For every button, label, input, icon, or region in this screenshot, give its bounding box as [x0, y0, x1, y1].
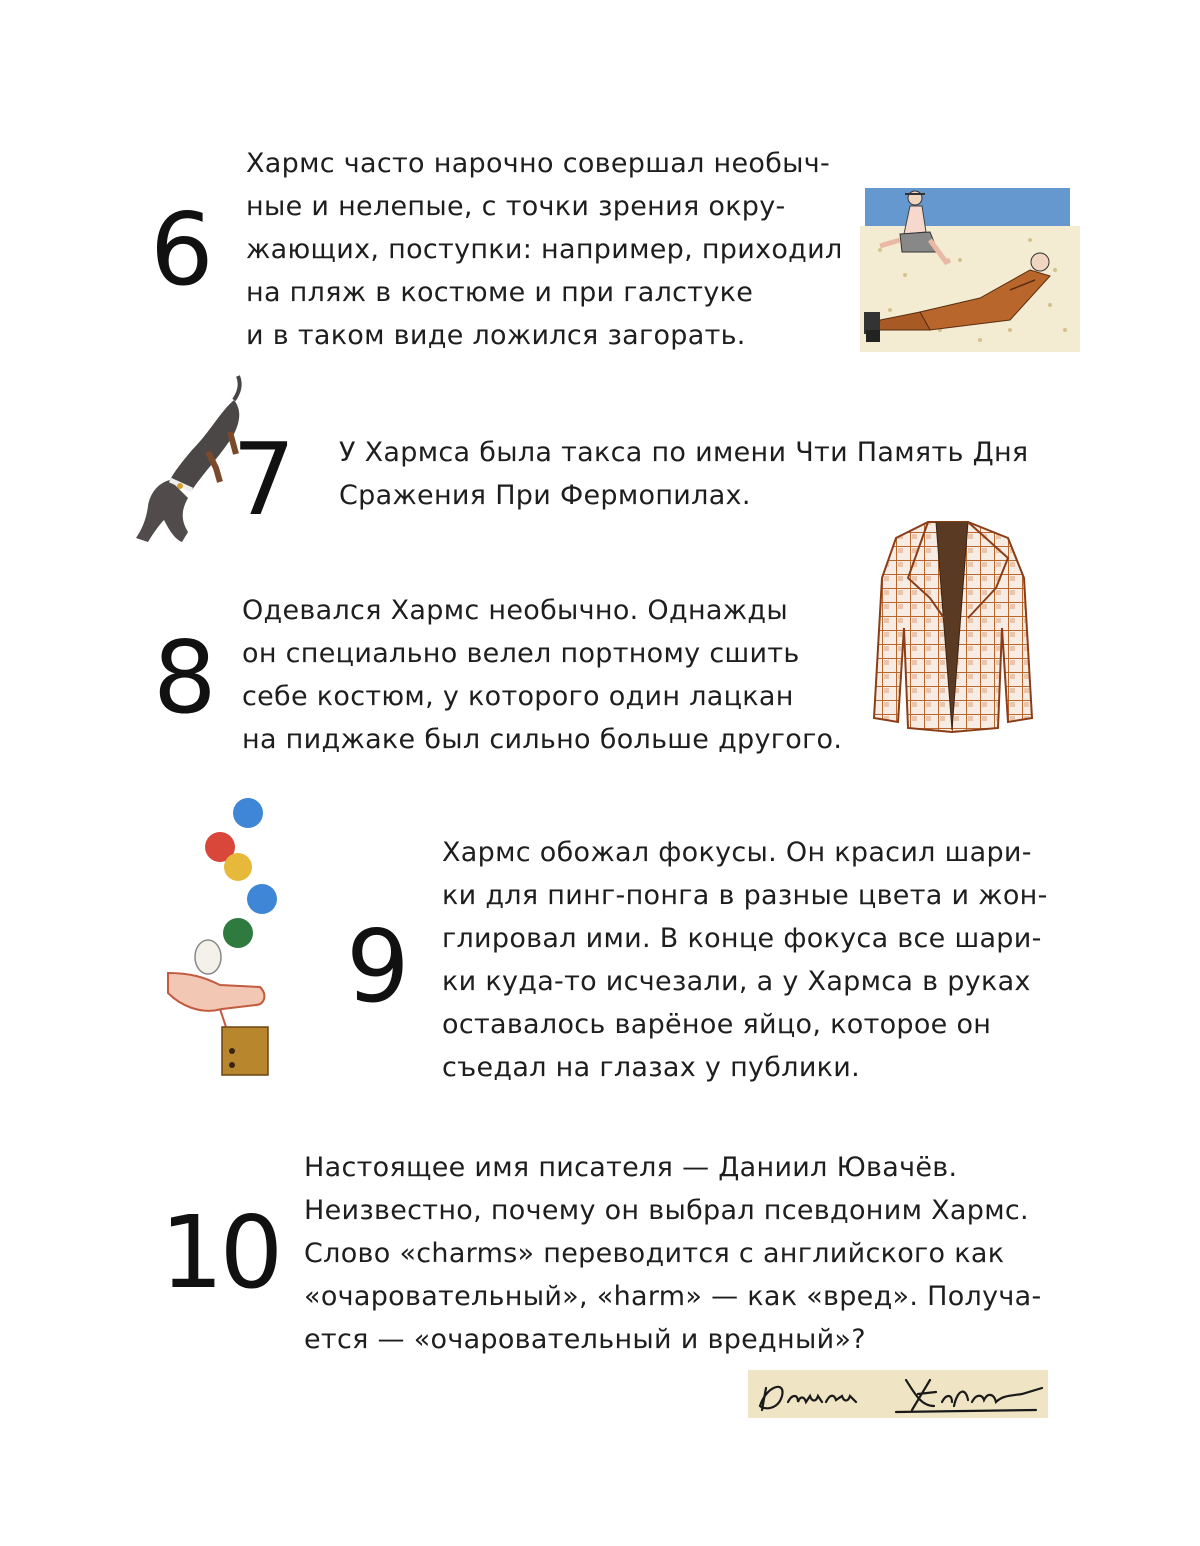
fact-line: Хармс часто нарочно совершал необыч- — [246, 148, 831, 179]
juggling-hand-illustration — [160, 795, 285, 1080]
fact-line: ки куда-то исчезали, а у Хармса в руках — [442, 966, 1031, 997]
fact-line: Неизвестно, почему он выбрал псевдоним Хармс. — [304, 1195, 1029, 1226]
fact-text-9 — [442, 831, 1048, 1089]
fact-line: оставалось варёное яйцо, которое он — [442, 1009, 992, 1040]
fact-line: себе костюм, у которого один лацкан — [242, 681, 794, 712]
fact-line: съедал на глазах у публики. — [442, 1052, 861, 1083]
fact-line: У Хармса была такса по имени Чти Память Дня — [339, 437, 1029, 468]
fact-line: Одевался Хармс необычно. Однажды — [242, 595, 788, 626]
fact-line: он специально велел портному сшить — [242, 638, 800, 669]
fact-line: и в таком виде ложился загорать. — [246, 320, 746, 351]
fact-number-7: 7 — [232, 421, 292, 538]
fact-text-8 — [242, 589, 842, 761]
fact-text-6 — [246, 142, 843, 357]
fact-text-7 — [339, 431, 1028, 517]
fact-line: Настоящее имя писателя — Даниил Ювачёв. — [304, 1152, 958, 1183]
checkered-jacket-illustration — [868, 518, 1036, 736]
signature-illustration — [746, 1366, 1050, 1422]
fact-line: жающих, поступки: например, приходил — [246, 234, 843, 265]
fact-line: Сражения При Фермопилах. — [339, 480, 751, 511]
fact-line: «очаровательный», «harm» — как «вред». Получа- — [304, 1281, 1042, 1312]
fact-number-9: 9 — [346, 908, 406, 1025]
fact-number-6: 6 — [150, 191, 210, 308]
fact-line: ки для пинг-понга в разные цвета и жон- — [442, 880, 1048, 911]
fact-line: на пляж в костюме и при галстуке — [246, 277, 754, 308]
beach-man-in-suit-illustration — [860, 180, 1080, 352]
fact-line: на пиджаке был сильно больше другого. — [242, 724, 843, 755]
fact-line: ные и нелепые, с точки зрения окру- — [246, 191, 786, 222]
fact-line: Хармс обожал фокусы. Он красил шари- — [442, 837, 1032, 868]
fact-line: Слово «charms» переводится с английского как — [304, 1238, 1005, 1269]
fact-number-8: 8 — [153, 619, 213, 736]
fact-text-10 — [304, 1146, 1042, 1361]
fact-line: ется — «очаровательный и вредный»? — [304, 1324, 866, 1355]
fact-line: глировал ими. В конце фокуса все шари- — [442, 923, 1042, 954]
fact-number-10: 10 — [160, 1194, 280, 1311]
